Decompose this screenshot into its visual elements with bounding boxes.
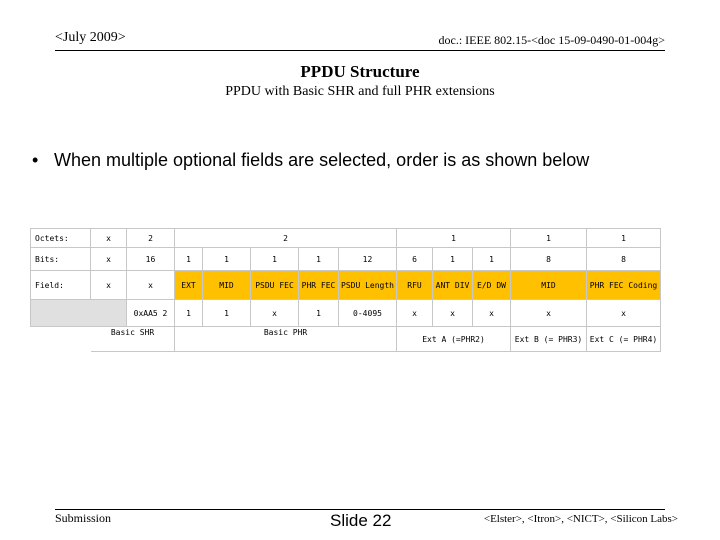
cell-psdu-length: PSDU Length bbox=[339, 271, 397, 300]
cell: 1 bbox=[433, 248, 473, 271]
cell: x bbox=[587, 300, 661, 327]
cell: 1 bbox=[587, 229, 661, 248]
header-date: <July 2009> bbox=[55, 30, 126, 45]
slide-number: Slide 22 bbox=[330, 511, 392, 530]
bullet-text: When multiple optional fields are selected, order is as shown below bbox=[54, 150, 590, 170]
cell-ed-dw: E/D DW bbox=[473, 271, 511, 300]
cell: 12 bbox=[339, 248, 397, 271]
cell: x bbox=[91, 248, 127, 271]
cell-rfu: RFU bbox=[397, 271, 433, 300]
group-ext-a: Ext A (=PHR2) bbox=[397, 327, 511, 352]
ppdu-table bbox=[30, 228, 661, 352]
cell-ext: EXT bbox=[175, 271, 203, 300]
header-rule bbox=[55, 50, 665, 51]
bits-label: Bits: bbox=[31, 248, 91, 271]
field-label: Field: bbox=[31, 271, 91, 300]
cell: 1 bbox=[511, 229, 587, 248]
cell: x bbox=[397, 300, 433, 327]
bullet-dot-icon: • bbox=[32, 150, 39, 170]
cell: 0xAA5 2 bbox=[127, 300, 175, 327]
cell: 1 bbox=[175, 248, 203, 271]
values-row bbox=[31, 300, 661, 327]
field-row bbox=[31, 271, 661, 300]
cell: x bbox=[127, 271, 175, 300]
bullet-item bbox=[32, 150, 589, 171]
cell-phr-fec-coding: PHR FEC Coding bbox=[587, 271, 661, 300]
cell-mid: MID bbox=[203, 271, 251, 300]
octets-row bbox=[31, 229, 661, 248]
cell: 1 bbox=[251, 248, 299, 271]
cell: 1 bbox=[299, 300, 339, 327]
group-basic-phr: Basic PHR bbox=[175, 327, 397, 352]
cell: 1 bbox=[473, 248, 511, 271]
cell: x bbox=[91, 229, 127, 248]
cell: 1 bbox=[203, 300, 251, 327]
cell: x bbox=[433, 300, 473, 327]
group-ext-b: Ext B (= PHR3) bbox=[511, 327, 587, 352]
cell: 2 bbox=[175, 229, 397, 248]
footer-rule bbox=[55, 509, 665, 510]
group-basic-shr: Basic SHR bbox=[91, 327, 175, 352]
group-ext-c: Ext C (= PHR4) bbox=[587, 327, 661, 352]
cell: x bbox=[91, 271, 127, 300]
cell: 2 bbox=[127, 229, 175, 248]
cell: x bbox=[251, 300, 299, 327]
header-doc-id: doc.: IEEE 802.15-<doc 15-09-0490-01-004g> bbox=[438, 33, 665, 47]
cell: 0-4095 bbox=[339, 300, 397, 327]
cell: 1 bbox=[175, 300, 203, 327]
cell-psdu-fec: PSDU FEC bbox=[251, 271, 299, 300]
cell: x bbox=[473, 300, 511, 327]
cell-phr-fec: PHR FEC bbox=[299, 271, 339, 300]
slide-subtitle: PPDU with Basic SHR and full PHR extensions bbox=[225, 84, 495, 99]
cell: 6 bbox=[397, 248, 433, 271]
cell: x bbox=[511, 300, 587, 327]
cell-ant-div: ANT DIV bbox=[433, 271, 473, 300]
group-row bbox=[31, 327, 661, 352]
octets-label: Octets: bbox=[31, 229, 91, 248]
blank-cell bbox=[31, 300, 127, 327]
cell-mid-b: MID bbox=[511, 271, 587, 300]
bits-row bbox=[31, 248, 661, 271]
footer-submission: Submission bbox=[55, 511, 112, 525]
cell: 1 bbox=[203, 248, 251, 271]
cell: 16 bbox=[127, 248, 175, 271]
slide-title: PPDU Structure bbox=[300, 62, 420, 81]
cell: 8 bbox=[511, 248, 587, 271]
cell: 8 bbox=[587, 248, 661, 271]
cell: 1 bbox=[397, 229, 511, 248]
footer-authors: <Elster>, <Itron>, <NICT>, <Silicon Labs> bbox=[483, 513, 678, 525]
cell: 1 bbox=[299, 248, 339, 271]
blank-cell bbox=[31, 327, 91, 352]
